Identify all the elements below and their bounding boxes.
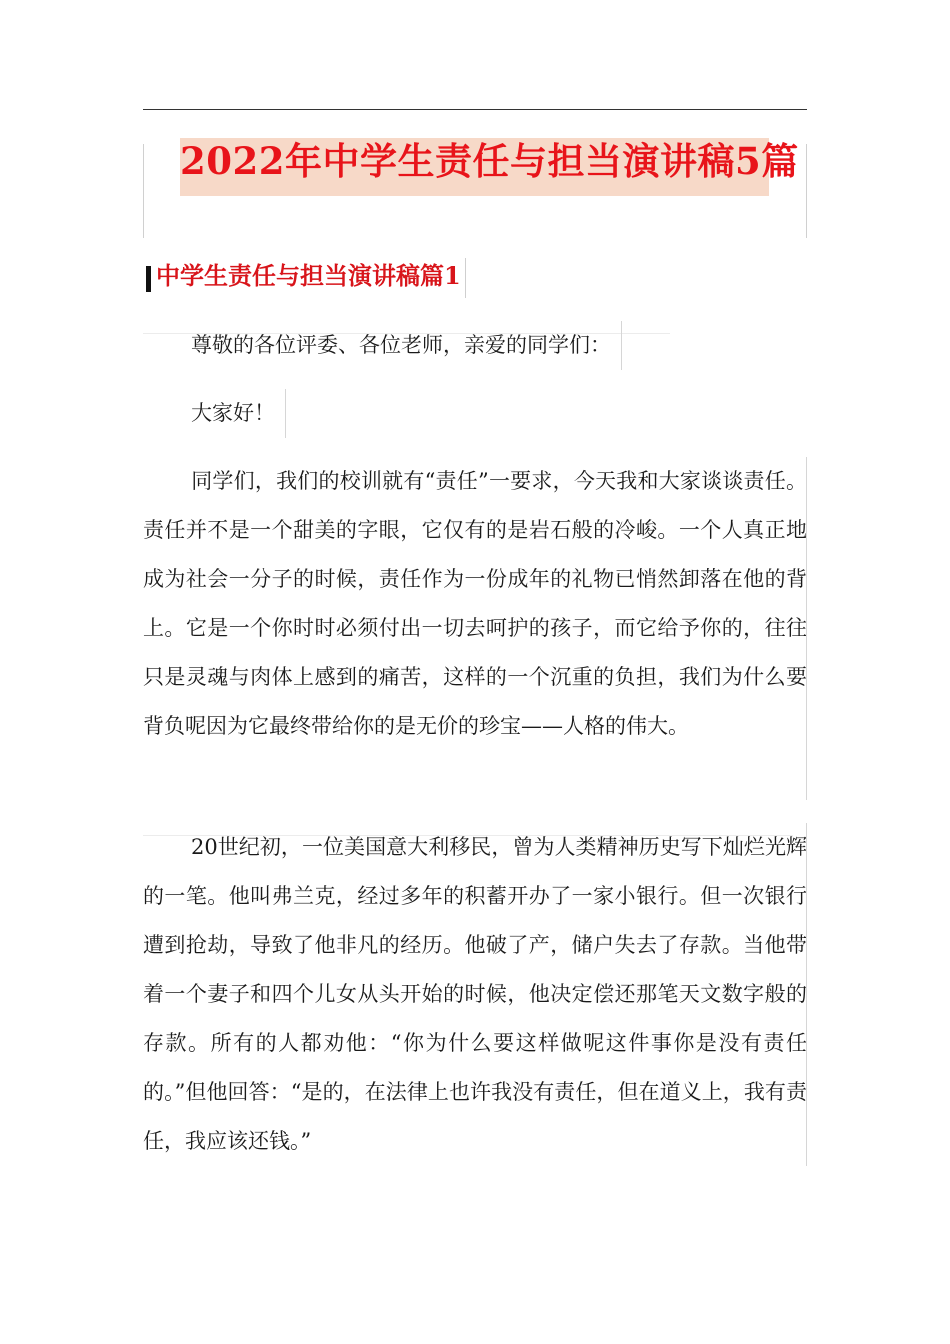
greeting [143, 389, 286, 438]
header-rule [143, 109, 807, 110]
paragraph-2 [143, 823, 807, 1166]
document-title: 2022年中学生责任与担当演讲稿5篇 [180, 138, 769, 196]
salutation-text: 尊敬的各位评委、各位老师，亲爱的同学们： [191, 333, 611, 357]
heading-marker [146, 266, 151, 292]
section-heading-text: 中学生责任与担当演讲稿篇1 [156, 261, 461, 290]
paragraph-2-text: 20世纪初，一位美国意大利移民，曾为人类精神历史写下灿烂光辉的一笔。他叫弗兰克，经过多年的积蓄开办了一家小银行。但一次银行遭到抢劫，导致了他非凡的经历。他破了产，储户失去了存款。当他带着一个妻子和四个儿女从头开始的时候，他决定偿还那笔天文数字般的存款。所有的人都劝他：“你为什么要这样做呢这件事你是没有责任的。”但他回答：“是的，在法律上也许我没有责任，但在道义上，我有责任，我应该还钱。” [143, 835, 807, 1153]
section-heading [146, 258, 466, 298]
greeting-text: 大家好！ [191, 401, 275, 425]
paragraph-1-text: 同学们，我们的校训就有“责任”一要求，今天我和大家谈谈责任。责任并不是一个甜美的字眼，它仅有的是岩石般的冷峻。一个人真正地成为社会一分子的时候，责任作为一份成年的礼物已悄然卸落在他的背上。它是一个你时时必须付出一切去呵护的孩子，而它给予你的，往往只是灵魂与肉体上感到的痛苦，这样的一个沉重的负担，我们为什么要背负呢因为它最终带给你的是无价的珍宝——人格的伟大。 [143, 469, 807, 738]
paragraph-1-margin [806, 457, 807, 800]
salutation [143, 321, 622, 370]
paragraph-1 [143, 457, 807, 751]
paragraph-2-margin [806, 823, 807, 1166]
